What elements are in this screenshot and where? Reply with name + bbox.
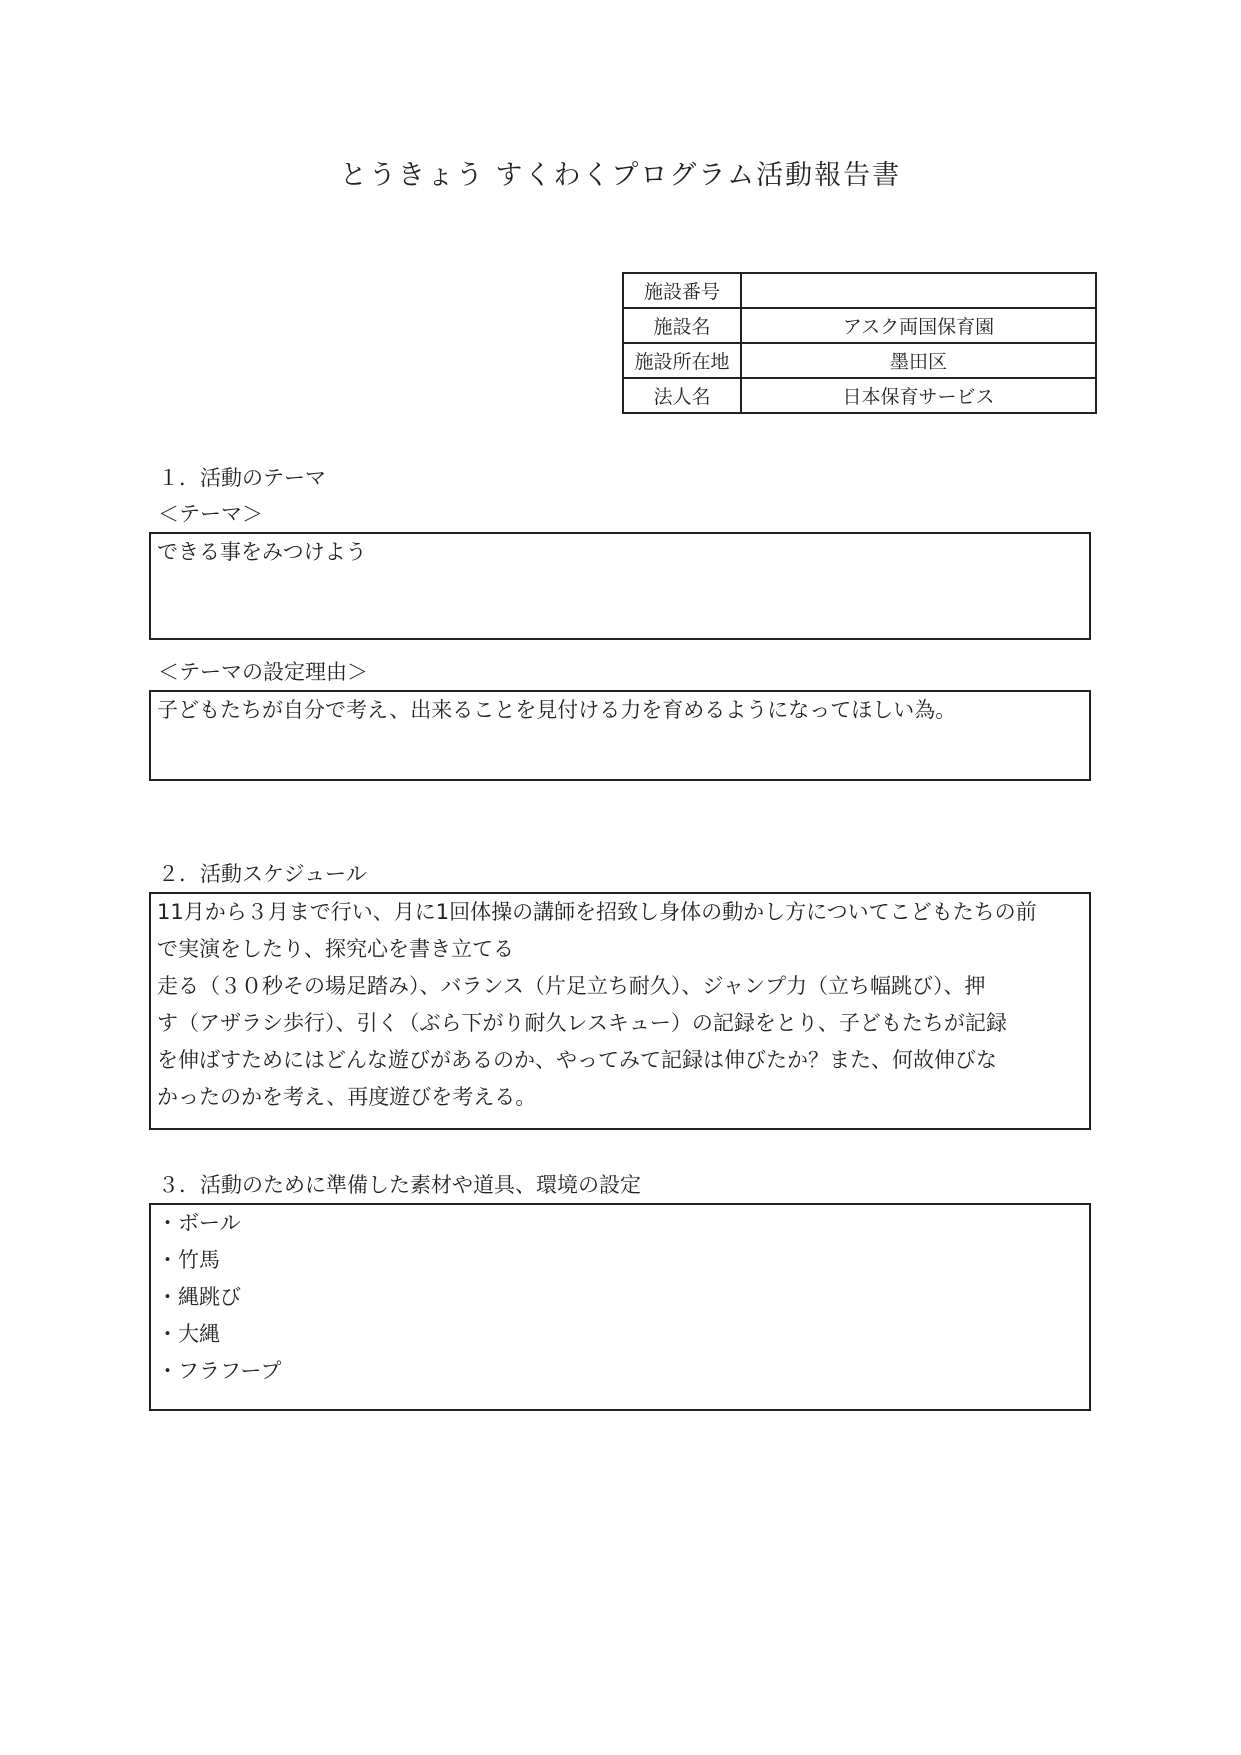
facility-name-label: 施設名 <box>623 308 741 343</box>
corporation-name-label: 法人名 <box>623 378 741 413</box>
facility-info-table <box>622 272 1097 414</box>
theme-reason-box <box>149 690 1091 781</box>
facility-location-label: 施設所在地 <box>623 343 741 378</box>
theme-label: ＜テーマ＞ <box>158 502 263 526</box>
theme-box <box>149 532 1091 640</box>
theme-reason-text: 子どもたちが自分で考え、出来ることを見付ける力を育めるようになってほしい為。 <box>157 698 957 722</box>
materials-item: ・縄跳び <box>157 1285 241 1309</box>
facility-number-value <box>741 273 1096 308</box>
facility-row-number <box>623 273 1096 308</box>
section3-heading: ３．活動のために準備した素材や道具、環境の設定 <box>158 1173 641 1197</box>
theme-reason-label: ＜テーマの設定理由＞ <box>158 660 368 684</box>
facility-row-location <box>623 343 1096 378</box>
materials-item: ・フラフープ <box>157 1359 282 1383</box>
schedule-box <box>149 892 1091 1130</box>
facility-location-value: 墨田区 <box>741 343 1096 378</box>
schedule-line: かったのかを考え、再度遊びを考える。 <box>157 1085 537 1109</box>
materials-box <box>149 1203 1091 1411</box>
materials-item: ・ボール <box>157 1211 241 1235</box>
materials-item: ・大縄 <box>157 1322 220 1346</box>
section2-heading: ２．活動スケジュール <box>158 862 367 886</box>
schedule-line: を伸ばすためにはどんな遊びがあるのか、やってみて記録は伸びたか？また、何故伸びな <box>157 1048 997 1072</box>
materials-item: ・竹馬 <box>157 1248 220 1272</box>
facility-number-label: 施設番号 <box>623 273 741 308</box>
facility-name-value: アスク両国保育園 <box>741 308 1096 343</box>
facility-row-name <box>623 308 1096 343</box>
schedule-line: す（アザラシ歩行）、引く（ぶら下がり耐久レスキュー）の記録をとり、子どもたちが記録 <box>157 1011 1007 1035</box>
schedule-line: 走る（３０秒その場足踏み）、バランス（片足立ち耐久）、ジャンプ力（立ち幅跳び）、押 <box>157 974 986 998</box>
facility-row-corporation <box>623 378 1096 413</box>
schedule-line: 11月から３月まで行い、月に1回体操の講師を招致し身体の動かし方についてこどもたちの前 <box>157 900 1037 924</box>
section1-heading: １．活動のテーマ <box>158 466 326 490</box>
document-title: とうきょう すくわくプログラム活動報告書 <box>339 160 902 191</box>
theme-text: できる事をみつけよう <box>157 540 367 564</box>
corporation-name-value: 日本保育サービス <box>741 378 1096 413</box>
schedule-line: で実演をしたり、探究心を書き立てる <box>157 937 514 961</box>
